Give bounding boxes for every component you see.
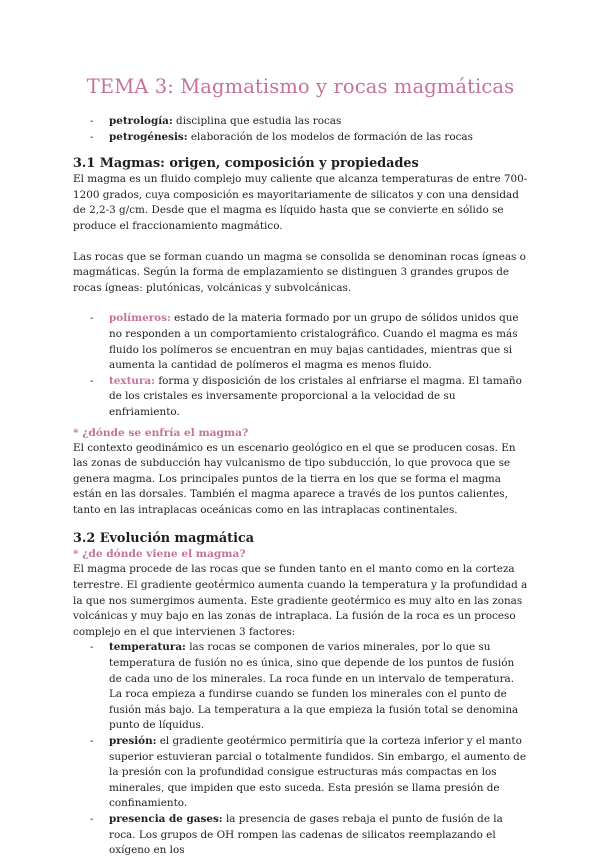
term: petrología: (109, 115, 173, 127)
bullet-dash: - (90, 115, 94, 127)
question-heading: * ¿de dónde viene el magma? (73, 548, 246, 561)
bullet-dash: - (90, 812, 94, 825)
section-heading: 3.2 Evolución magmática (73, 531, 255, 547)
list-item (73, 130, 528, 146)
list-item (73, 734, 528, 812)
list-item (73, 311, 528, 373)
term: petrogénesis: (109, 130, 188, 143)
term: textura: (109, 374, 156, 387)
list-item (73, 374, 528, 421)
bullet-dash: - (90, 641, 94, 654)
term: presión: (109, 735, 157, 747)
definition: forma y disposición de los cristales al enfriarse el magma. El tamaño de los cristales es inversamente proporcional a la velocidad de su enfriamiento. (109, 374, 522, 418)
page-title: TEMA 3: Magmatismo y rocas magmáticas (86, 75, 515, 98)
bullet-dash: - (90, 374, 94, 387)
paragraph: Las rocas que se forman cuando un magma se consolida se denominan rocas ígneas o magmáticas. Según la forma de emplazamiento se distinguen 3 grandes grupos de rocas ígneas: plutónicas, volcánicas y subvolcánicas. (73, 250, 526, 294)
paragraph: El contexto geodinámico es un escenario geológico en el que se producen cosas. En las zonas de subducción hay vulcanismo de tipo subducción, lo que provoca que se genera magma. Los principales puntos de la tierra en los que se forma el magma están en las dorsales. También el magma aparece a través de los puntos calientes, tanto en las intraplacas oceánicas como en las intraplacas continentales. (73, 441, 516, 516)
list-item (73, 114, 528, 130)
bullet-dash: - (90, 312, 94, 325)
question-heading: * ¿dónde se enfría el magma? (73, 426, 249, 439)
definition: el gradiente geotérmico permitiría que la corteza inferior y el manto superior estuvieran parcial o totalmente fundidos. Sin embargo, el aumento de la presión con la profundidad consigue estructuras más compactas en los minerales, que impiden que esto suceda. Esta presión se llama presión de confinamiento. (109, 735, 526, 810)
definition: la presencia de gases rebaja el punto de fusión de la roca. Los grupos de OH rompen las cadenas de silicatos reemplazando el oxígeno en los (109, 812, 503, 857)
paragraph: El magma procede de las rocas que se funden tanto en el manto como en la corteza terrestre. El gradiente geotérmico aumenta cuando la temperatura y la profundidad a la que nos sumergimos aumenta. Este gradiente geotérmico es muy alto en las zonas volcánicas y muy bajo en las zonas de intraplaca. La fusión de la roca es un proceso complejo en el que intervienen 3 factores: (73, 563, 528, 638)
factor-list (73, 640, 528, 858)
intro-list (73, 114, 528, 145)
bullet-dash: - (90, 735, 94, 747)
definition: estado de la materia formado por un grupo de sólidos unidos que no responden a un comportamiento cristalográfico. Cuando el magma es más fluido los polímeros se encuentran en muy bajas cantidades, mientras que si aumenta la cantidad de polímeros el magma es menos fluido. (109, 312, 519, 372)
paragraph: El magma es un fluido complejo muy caliente que alcanza temperaturas de entre 700-1200 grados, cuya composición es mayoritariamente de silicatos y con una densidad de 2,2-3 g/cm. Desde que el magma es líquido hasta que se convierte en sólido se produce el fraccionamiento magmático. (73, 173, 528, 232)
list-item (73, 640, 528, 734)
term: polímeros: (109, 312, 171, 325)
definition-list (73, 311, 528, 420)
term: temperatura: (109, 641, 186, 654)
definition: las rocas se componen de varios minerales, por lo que su temperatura de fusión no es única, sino que depende de los puntos de fusión de cada uno de los minerales. La roca funde en un intervalo de temperatura. La roca empieza a fundirse cuando se funden los minerales con el punto de fusión más bajo. La temperatura a la que empieza la fusión total se denomina punto de líquidus. (109, 641, 519, 732)
bullet-dash: - (90, 130, 94, 143)
definition: elaboración de los modelos de formación de las rocas (187, 130, 473, 143)
list-item (73, 812, 528, 859)
term: presencia de gases: (109, 812, 223, 825)
definition: disciplina que estudia las rocas (172, 115, 342, 127)
section-heading: 3.1 Magmas: origen, composición y propiedades (73, 156, 419, 172)
